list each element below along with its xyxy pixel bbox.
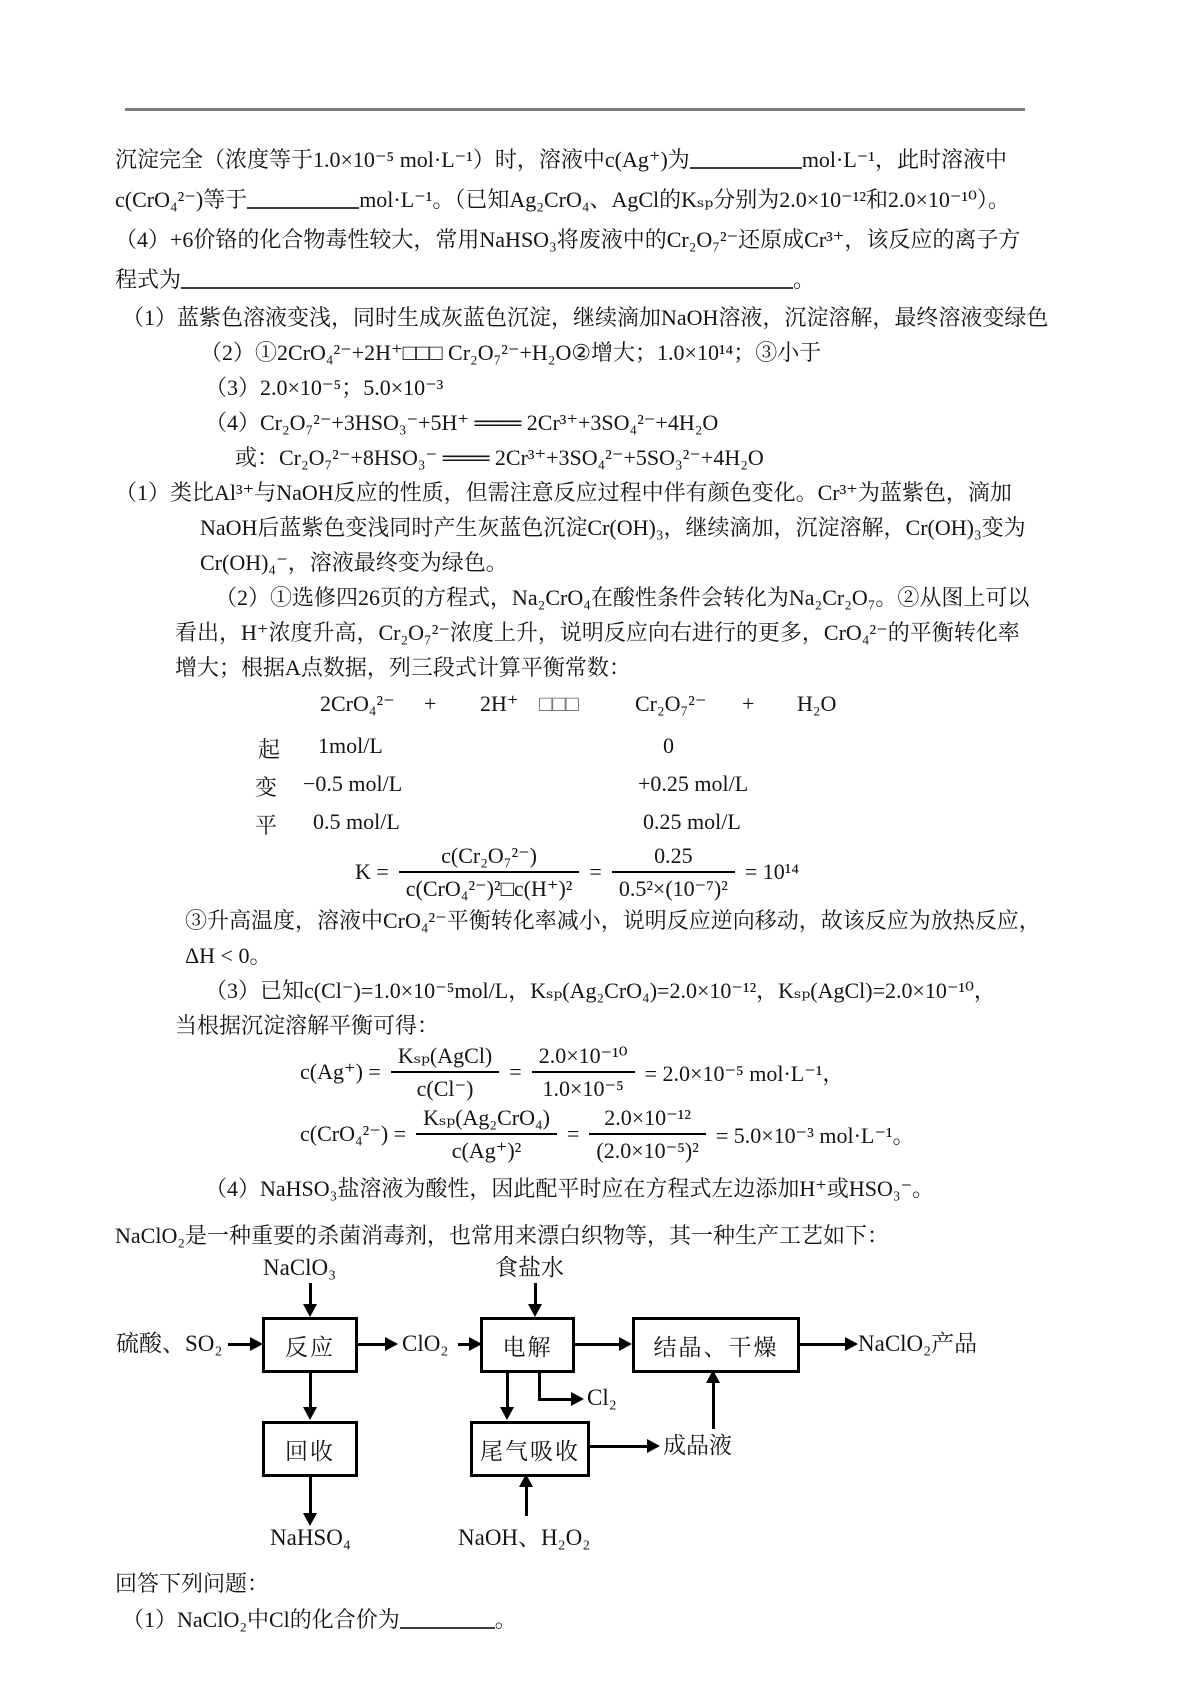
label-cl2: Cl₂ — [587, 1385, 617, 1410]
fraction-numerator: Kₛₚ(Ag₂CrO₄) — [416, 1103, 557, 1135]
arrow-clo2-to-electrolysis — [458, 1343, 469, 1346]
text-line — [115, 260, 1105, 300]
explain-line: （3）已知c(Cl⁻)=1.0×10⁻⁵mol/L，Kₛₚ(Ag₂CrO₄)=2.0×10⁻¹²，Kₛₚ(AgCl)=2.0×10⁻¹⁰， — [205, 978, 996, 1003]
explain-line: 增大；根据A点数据，列三段式计算平衡常数： — [175, 655, 631, 680]
ice-row-label: 变 — [255, 775, 278, 800]
explain-line: Cr(OH)₄⁻，溶液最终变为绿色。 — [200, 550, 508, 575]
fraction-denominator: (2.0×10⁻⁵)² — [596, 1138, 699, 1163]
equals-sign: = — [589, 859, 602, 884]
flow-box-crystallize: 结晶、干燥 — [632, 1317, 800, 1373]
explain-line: NaOH后蓝紫色变浅同时产生灰蓝色沉淀Cr(OH)₃，继续滴加，沉淀溶解，Cr(OH)₃变为 — [200, 515, 1026, 540]
eq-fraction-2 — [532, 1041, 635, 1103]
ice-value: 0 — [663, 733, 674, 758]
document-body — [115, 140, 1105, 1638]
equilibrium-arrow-placeholder: □□□ — [539, 691, 579, 716]
equals-sign: = — [509, 1059, 522, 1084]
arrow-acid-to-react — [228, 1343, 250, 1346]
text-segment: mol·L⁻¹，此时溶液中 — [801, 147, 1008, 172]
arrow-brine-to-electrolysis — [534, 1283, 537, 1305]
label-brine: 食盐水 — [495, 1255, 564, 1280]
fraction-denominator: c(Ag⁺)² — [451, 1138, 522, 1163]
label-clo2: ClO₂ — [402, 1331, 449, 1356]
label-finished-liquid: 成品液 — [663, 1433, 732, 1458]
eq-lhs: c(Ag⁺) = — [300, 1059, 381, 1084]
label-naclo3: NaClO₃ — [263, 1255, 337, 1280]
ice-plus: + — [424, 691, 437, 716]
label-naoh-h2o2: NaOH、H₂O₂ — [458, 1525, 591, 1550]
question-1 — [115, 1602, 1105, 1638]
k-equation — [115, 841, 1105, 903]
fraction-numerator: 0.25 — [612, 841, 735, 873]
eq-result: = 5.0×10⁻³ mol·L⁻¹。 — [715, 1122, 915, 1148]
k-lhs: K = — [355, 859, 389, 884]
silver-concentration-equation — [115, 1043, 1105, 1101]
k-fraction-1 — [399, 841, 580, 903]
ice-value: +0.25 mol/L — [638, 771, 749, 796]
eq-lhs: c(CrO₄²⁻) = — [300, 1121, 407, 1146]
text-segment: mol·L⁻¹。（已知Ag₂CrO₄、AgCl的Kₛₚ分别为2.0×10⁻¹²和2.0×10⁻¹⁰）。 — [359, 187, 1010, 212]
label-nahso4: NaHSO₄ — [270, 1525, 351, 1550]
arrow-recycle-to-nahso4 — [309, 1474, 312, 1514]
header-rule — [125, 108, 1025, 111]
ice-value: 1mol/L — [318, 733, 383, 758]
flow-box-electrolysis: 电解 — [480, 1317, 575, 1373]
ice-row-label: 起 — [258, 737, 281, 762]
answer-blank — [181, 267, 793, 289]
ice-row-label: 平 — [255, 813, 278, 838]
fraction-denominator: c(Cl⁻) — [416, 1076, 474, 1101]
arrow-crystallize-to-product — [797, 1343, 845, 1346]
label-acid-so2: 硫酸、SO₂ — [116, 1331, 223, 1356]
k-result: = 10¹⁴ — [744, 859, 800, 884]
explain-line: 看出，H⁺浓度升高，Cr₂O₇²⁻浓度上升，说明反应向右进行的更多，CrO₄²⁻的平衡转化率 — [175, 620, 1020, 645]
flow-box-tailgas: 尾气吸收 — [470, 1421, 590, 1477]
ice-value: −0.5 mol/L — [303, 771, 403, 796]
ice-table — [115, 691, 1105, 841]
arrow-naclo3-to-react — [309, 1283, 312, 1305]
ice-species-cr2o7: Cr₂O₇²⁻ — [635, 691, 707, 716]
text-segment: （1）NaClO₂中Cl的化合价为 — [122, 1607, 400, 1632]
answer-blank — [400, 1607, 495, 1629]
ice-species-cro4: 2CrO₄²⁻ — [320, 691, 395, 716]
arrow-react-to-clo2 — [355, 1343, 385, 1346]
flow-box-react: 反应 — [262, 1317, 358, 1373]
answer-line-4: （4）Cr₂O₇²⁻+3HSO₃⁻+5H⁺ ═══ 2Cr³⁺+3SO₄²⁻+4H₂O — [205, 410, 719, 435]
eq-result: = 2.0×10⁻⁵ mol·L⁻¹， — [644, 1060, 845, 1086]
arrow-react-to-recycle — [309, 1370, 312, 1408]
eq-fraction-2 — [589, 1103, 705, 1165]
arrow-naoh-to-tailgas — [525, 1486, 528, 1516]
fraction-numerator: c(Cr₂O₇²⁻) — [399, 841, 580, 873]
fraction-denominator: 0.5²×(10⁻⁷)² — [618, 876, 728, 901]
answer-blank — [247, 187, 359, 209]
text-segment: c(CrO₄²⁻)等于 — [115, 187, 248, 212]
explain-line: （2）①选修四26页的方程式，Na₂CrO₄在酸性条件会转化为Na₂Cr₂O₇。②从图上可以 — [215, 585, 1030, 610]
equals-sign: = — [566, 1121, 580, 1146]
arrow-tailgas-to-finished — [587, 1445, 647, 1448]
fraction-numerator: 2.0×10⁻¹² — [589, 1103, 705, 1135]
line-electrolysis-cl2 — [538, 1370, 541, 1401]
answer-line-3: （3）2.0×10⁻⁵；5.0×10⁻³ — [205, 375, 444, 400]
answer-line-2: （2）①2CrO₄²⁻+2H⁺□□□ Cr₂O₇²⁻+H₂O②增大；1.0×10¹⁴；③小于 — [200, 340, 822, 365]
explain-line: ③升高温度，溶液中CrO₄²⁻平衡转化率减小，说明反应逆向移动，故该反应为放热反应， — [185, 908, 1041, 933]
arrow-electrolysis-to-crystallize — [572, 1343, 619, 1346]
ice-species-h: 2H⁺ — [480, 691, 519, 716]
eq-fraction-1 — [391, 1041, 499, 1103]
explain-line: （1）类比Al³⁺与NaOH反应的性质，但需注意反应过程中伴有颜色变化。Cr³⁺为蓝紫色，滴加 — [115, 480, 1012, 505]
text-line: （4）+6价铬的化合物毒性较大，常用NaHSO₃将废液中的Cr₂O₇²⁻还原成Cr³⁺，该反应的离子方 — [115, 227, 1021, 252]
text-line — [115, 180, 1105, 220]
k-fraction-2 — [612, 841, 735, 903]
fraction-denominator: c(CrO₄²⁻)²□c(H⁺)² — [405, 876, 573, 901]
fraction-denominator: 1.0×10⁻⁵ — [542, 1076, 624, 1101]
text-segment: 。 — [793, 267, 816, 292]
answer-line-4-alt: 或：Cr₂O₇²⁻+8HSO₃⁻ ═══ 2Cr³⁺+3SO₄²⁻+5SO₃²⁻+4H₂O — [235, 445, 764, 470]
arrow-electrolysis-to-tailgas — [506, 1370, 509, 1408]
label-naclo2-product: NaClO₂产品 — [858, 1331, 978, 1356]
text-segment: 沉淀完全（浓度等于1.0×10⁻⁵ mol·L⁻¹）时，溶液中c(Ag⁺)为 — [115, 147, 690, 172]
explain-line: （4）NaHSO₃盐溶液为酸性，因此配平时应在方程式左边添加H⁺或HSO₃⁻。 — [205, 1176, 935, 1201]
answer-blank — [690, 147, 802, 169]
explain-line: 当根据沉淀溶解平衡可得： — [175, 1013, 440, 1038]
naclo2-intro-line: NaClO₂是一种重要的杀菌消毒剂，也常用来漂白织物等，其一种生产工艺如下： — [115, 1223, 889, 1248]
fraction-numerator: Kₛₚ(AgCl) — [391, 1041, 499, 1073]
text-line — [115, 140, 1105, 180]
ice-plus: + — [742, 691, 755, 716]
flow-box-recycle: 回收 — [262, 1421, 358, 1477]
ice-species-h2o: H₂O — [797, 691, 837, 716]
text-segment: 程式为 — [115, 267, 182, 292]
fraction-numerator: 2.0×10⁻¹⁰ — [532, 1041, 635, 1073]
arrow-finished-to-crystallize — [712, 1382, 715, 1429]
chromate-concentration-equation — [115, 1101, 1105, 1167]
production-flow-diagram — [100, 1253, 1110, 1558]
eq-fraction-1 — [416, 1103, 557, 1165]
questions-heading: 回答下列问题： — [115, 1571, 270, 1596]
ice-value: 0.5 mol/L — [313, 809, 400, 834]
text-segment: 。 — [494, 1607, 517, 1632]
ice-value: 0.25 mol/L — [643, 809, 741, 834]
arrow-to-cl2 — [538, 1398, 571, 1401]
answer-line-1: （1）蓝紫色溶液变浅，同时生成灰蓝色沉淀，继续滴加NaOH溶液，沉淀溶解，最终溶液变绿色 — [122, 305, 1049, 330]
explain-line: ΔH < 0。 — [185, 943, 272, 968]
